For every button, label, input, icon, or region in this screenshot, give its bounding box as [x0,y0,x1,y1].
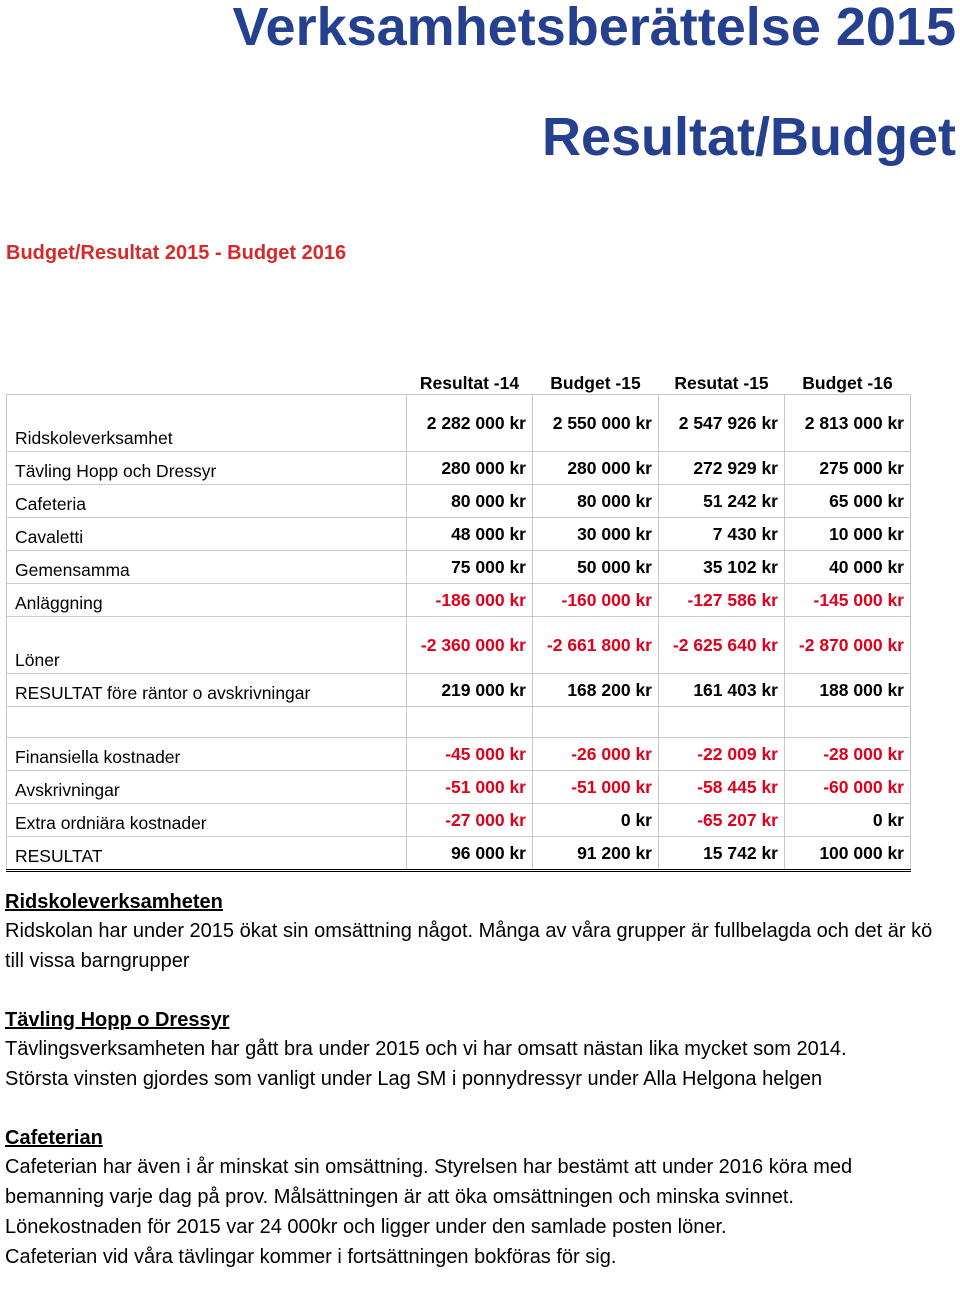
column-header: Budget -16 [802,373,893,393]
value-cell: -65 207 kr [659,804,785,837]
value-cell: -51 000 kr [533,771,659,804]
value-cell: -2 625 640 kr [659,617,785,674]
section-paragraph: Ridskolan har under 2015 ökat sin omsättning något. Många av våra grupper är fullbelagda och det är kö till vissa barngrupper [5,920,933,972]
table-row [7,771,911,804]
value-cell: 91 200 kr [533,837,659,871]
value-cell: 65 000 kr [785,485,911,518]
budget-table [6,366,911,872]
empty-cell [785,707,911,738]
row-label: Tävling Hopp och Dressyr [7,452,407,485]
value-cell: -60 000 kr [785,771,911,804]
value-cell: 188 000 kr [785,674,911,707]
value-cell: 0 kr [785,804,911,837]
table-row [7,617,911,674]
table-row [7,395,911,452]
text-sections [5,888,950,1302]
value-cell: -58 445 kr [659,771,785,804]
empty-cell [533,707,659,738]
value-cell: 50 000 kr [533,551,659,584]
section-tavling [5,1006,950,1094]
row-label: Finansiella kostnader [7,738,407,771]
table-row [7,837,911,871]
row-label: Cavaletti [7,518,407,551]
empty-cell [7,707,407,738]
value-cell: -145 000 kr [785,584,911,617]
value-cell: 2 282 000 kr [407,395,533,452]
value-cell: -22 009 kr [659,738,785,771]
section-paragraph: Cafeterian har även i år minskat sin omsättning. Styrelsen har bestämt att under 2016 köra med bemanning varje dag på prov. Målsättningen är att öka omsättningen och minska svinnet. [5,1156,853,1208]
section-paragraph: Cafeterian vid våra tävlingar kommer i fortsättningen bokföras för sig. [5,1246,617,1268]
row-label: Anläggning [7,584,407,617]
row-label: Avskrivningar [7,771,407,804]
value-cell: 2 813 000 kr [785,395,911,452]
value-cell: -127 586 kr [659,584,785,617]
value-cell: 219 000 kr [407,674,533,707]
value-cell: -186 000 kr [407,584,533,617]
page-title: Verksamhetsberättelse 2015 [232,0,956,57]
section-cafeterian [5,1124,950,1272]
table-row [7,804,911,837]
value-cell: 30 000 kr [533,518,659,551]
value-cell: 280 000 kr [407,452,533,485]
empty-cell [407,707,533,738]
value-cell: 35 102 kr [659,551,785,584]
row-label: Extra ordniära kostnader [7,804,407,837]
page-subtitle: Resultat/Budget [541,107,956,167]
value-cell: 100 000 kr [785,837,911,871]
section-heading: Ridskoleverksamheten [5,891,223,913]
column-header: Resutat -15 [674,373,769,393]
row-label: Cafeteria [7,485,407,518]
value-cell: 168 200 kr [533,674,659,707]
value-cell: -2 870 000 kr [785,617,911,674]
row-label: Ridskoleverksamhet [7,395,407,452]
section-ridskoleverksamheten [5,888,950,976]
value-cell: 280 000 kr [533,452,659,485]
row-label: RESULTAT före räntor o avskrivningar [7,674,407,707]
value-cell: 275 000 kr [785,452,911,485]
table-row [7,584,911,617]
empty-cell [659,707,785,738]
value-cell: 80 000 kr [533,485,659,518]
value-cell: 2 547 926 kr [659,395,785,452]
section-heading: Budget/Resultat 2015 - Budget 2016 [6,242,347,264]
column-header: Resultat -14 [419,373,520,393]
value-cell: -27 000 kr [407,804,533,837]
column-header: Budget -15 [550,373,641,393]
table-row [7,518,911,551]
value-cell: 51 242 kr [659,485,785,518]
value-cell: -2 661 800 kr [533,617,659,674]
value-cell: -28 000 kr [785,738,911,771]
value-cell: 10 000 kr [785,518,911,551]
value-cell: 80 000 kr [407,485,533,518]
table-row [7,674,911,707]
table-row [7,452,911,485]
value-cell: 48 000 kr [407,518,533,551]
value-cell: 15 742 kr [659,837,785,871]
value-cell: -51 000 kr [407,771,533,804]
value-cell: 40 000 kr [785,551,911,584]
value-cell: -2 360 000 kr [407,617,533,674]
row-label: RESULTAT [7,837,407,871]
value-cell: 2 550 000 kr [533,395,659,452]
section-heading: Tävling Hopp o Dressyr [5,1009,230,1031]
table-header-row [7,366,911,395]
table-row [7,485,911,518]
row-label: Gemensamma [7,551,407,584]
table-row [7,738,911,771]
section-heading: Cafeterian [5,1127,103,1149]
value-cell: -45 000 kr [407,738,533,771]
value-cell: 96 000 kr [407,837,533,871]
value-cell: -160 000 kr [533,584,659,617]
table-row [7,551,911,584]
value-cell: 0 kr [533,804,659,837]
value-cell: 272 929 kr [659,452,785,485]
section-paragraph: Största vinsten gjordes som vanligt under Lag SM i ponnydressyr under Alla Helgona helgen [5,1068,823,1090]
section-paragraph: Tävlingsverksamheten har gått bra under 2015 och vi har omsatt nästan lika mycket som 2014. [5,1038,847,1060]
value-cell: -26 000 kr [533,738,659,771]
value-cell: 75 000 kr [407,551,533,584]
row-label: Löner [7,617,407,674]
section-paragraph: Lönekostnaden för 2015 var 24 000kr och ligger under den samlade posten löner. [5,1216,727,1238]
header-label-cell [7,366,407,395]
value-cell: 7 430 kr [659,518,785,551]
value-cell: 161 403 kr [659,674,785,707]
spacer-row [7,707,911,738]
